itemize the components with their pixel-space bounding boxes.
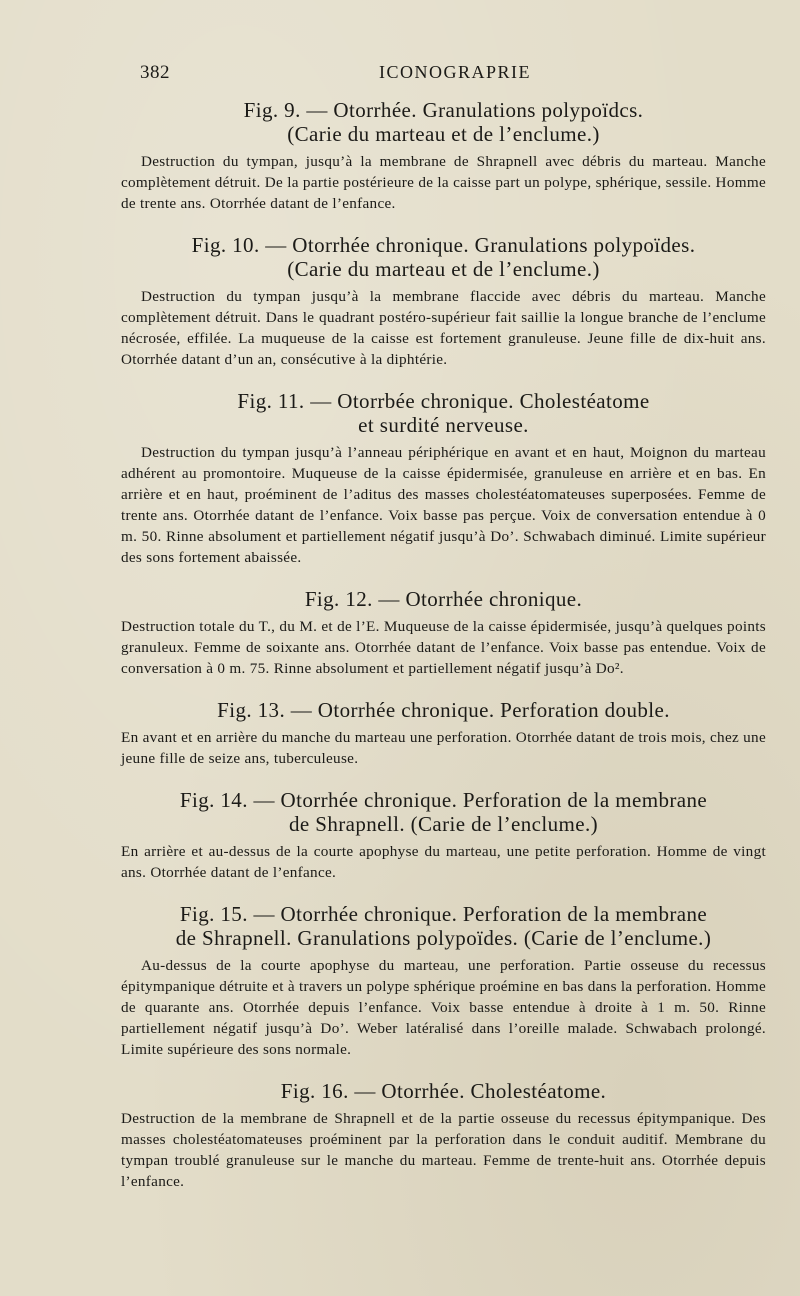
figure-description: Destruction de la membrane de Shrapnell et de la partie osseuse du recessus épitympanique. Des masses cholestéatomateuses proéminent par la perforation dans le conduit auditif. Membrane du tympan troublé granuleuse sur le manche du marteau. Femme de trente-huit ans. Otorrhée depuis l’enfance. (121, 1110, 766, 1190)
figure-entry-14 (121, 788, 766, 883)
page-number: 382 (140, 62, 170, 83)
running-title: ICONOGRAPRIE (378, 62, 531, 82)
figure-entry-12 (121, 587, 766, 679)
figure-caption-title (121, 902, 766, 950)
figure-title-line: Fig. 14. — Otorrhée chronique. Perforation de la membrane (179, 788, 708, 812)
figure-caption-title (121, 698, 766, 722)
figure-title-line: Fig. 10. — Otorrhée chronique. Granulations polypoïdes. (191, 233, 696, 257)
figure-title-line: Fig. 15. — Otorrhée chronique. Perforation de la membrane (179, 902, 708, 926)
figure-caption-title (121, 788, 766, 836)
figure-title-line: Fig. 9. — Otorrhée. Granulations polypoïdcs. (243, 98, 644, 122)
figure-description: Destruction du tympan jusqu’à l’anneau périphérique en avant et en haut, Moignon du marteau adhérent au promontoire. Muqueuse de la caisse épidermisée, granuleuse en arrière et en bas. En arrière et en haut, proéminent de l’aditus des masses cholestéatomateuses superposées. Femme de trente ans. Otorrhée datant de l’enfance. Voix basse pas perçue. Voix de conversation entendue à 0 m. 50. Rinne absolument et partiellement négatif jusqu’à Do’. Schwabach diminué. Limite supérieur des sons fortement abaissée. (121, 444, 766, 566)
figure-description: En arrière et au-dessus de la courte apophyse du marteau, une petite perforation. Homme de vingt ans. Otorrhée datant de l’enfance. (121, 843, 766, 881)
figure-caption-title (121, 1079, 766, 1103)
figure-title-line: Fig. 12. — Otorrhée chronique. (304, 587, 583, 611)
figure-caption-title (121, 587, 766, 611)
figure-title-line: et surdité nerveuse. (358, 413, 529, 437)
figure-title-line: Fig. 16. — Otorrhée. Cholestéatome. (280, 1079, 607, 1103)
figure-description: En avant et en arrière du manche du marteau une perforation. Otorrhée datant de trois mois, chez une jeune fille de seize ans, tuberculeuse. (121, 729, 766, 767)
figure-title-line: (Carie du marteau et de l’enclume.) (287, 122, 600, 146)
figure-description: Destruction du tympan, jusqu’à la membrane de Shrapnell avec débris du marteau. Manche complètement détruit. De la partie postérieure de la caisse part un polype, sphérique, sessile. Homme de trente ans. Otorrhée datant de l’enfance. (121, 153, 766, 212)
figure-description: Au-dessus de la courte apophyse du marteau, une perforation. Partie osseuse du recessus épitympanique détruite et à travers un polype sphérique proémine en bas dans la perforation. Homme de quarante ans. Otorrhée depuis l’enfance. Voix basse entendue à droite à 1 m. 50. Rinne partiellement négatif jusqu’à Do’. Weber latéralisé dans l’oreille malade. Schwabach prolongé. Limite supérieure des sons normale. (121, 957, 766, 1058)
figure-entry-11 (121, 389, 766, 568)
figure-title-line: Fig. 13. — Otorrhée chronique. Perforation double. (217, 698, 670, 722)
figure-caption-title (121, 98, 766, 146)
figure-title-line: (Carie du marteau et de l’enclume.) (287, 257, 600, 281)
figure-entry-13 (121, 698, 766, 769)
figure-entry-16 (121, 1079, 766, 1192)
figure-caption-title (121, 389, 766, 437)
figure-description: Destruction du tympan jusqu’à la membrane flaccide avec débris du marteau. Manche complètement détruit. Dans le quadrant postéro-supérieur fait saillie la longue branche de l’enclume nécrosée, effilée. La muqueuse de la caisse est fortement granuleuse. Jeune fille de dix-huit ans. Otorrhée datant d’un an, consécutive à la diphtérie. (121, 288, 766, 368)
figure-entry-10 (121, 233, 766, 370)
figure-title-line: Fig. 11. — Otorrbée chronique. Cholestéatome (237, 389, 650, 413)
figure-title-line: de Shrapnell. Granulations polypoïdes. (Carie de l’enclume.) (175, 926, 712, 950)
figure-description: Destruction totale du T., du M. et de l’E. Muqueuse de la caisse épidermisée, jusqu’à quelques points granuleux. Femme de soixante ans. Otorrhée datant de l’enfance. Voix basse pas entendue. Voix de conversation à 0 m. 75. Rinne absolument et partiellement négatif jusqu’à Do². (121, 618, 766, 677)
running-head (140, 62, 770, 92)
figure-title-line: de Shrapnell. (Carie de l’enclume.) (288, 812, 599, 836)
page-body (121, 98, 766, 1211)
figure-caption-title (121, 233, 766, 281)
figure-entry-9 (121, 98, 766, 214)
figure-entry-15 (121, 902, 766, 1060)
